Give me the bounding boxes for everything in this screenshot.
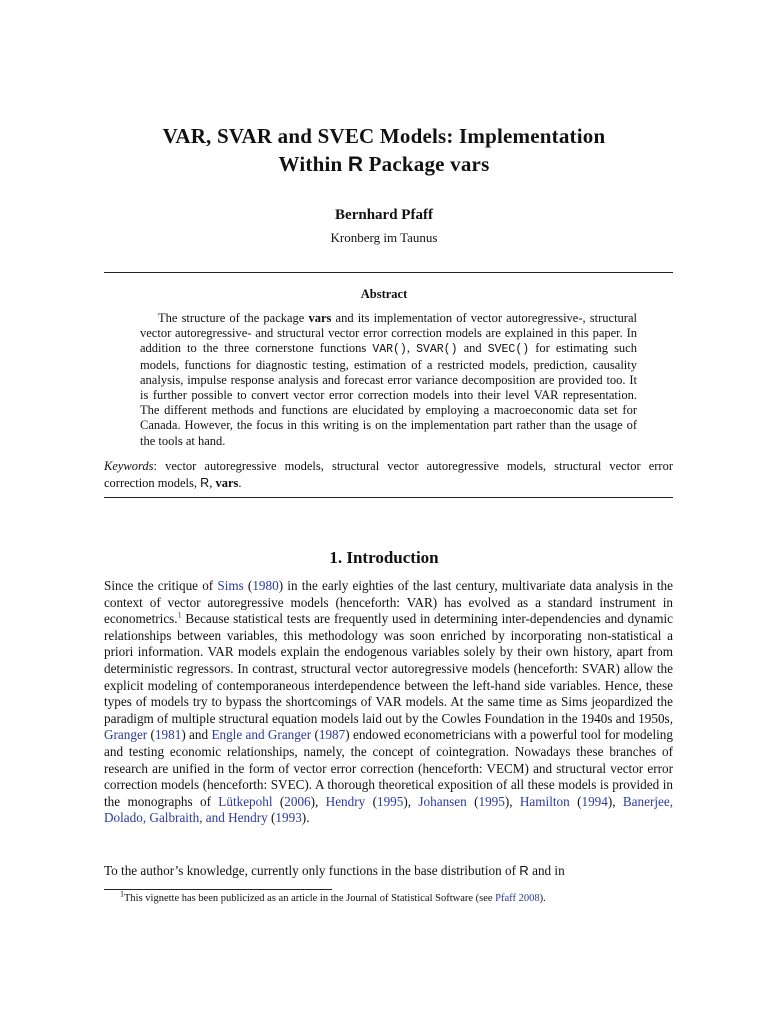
citation-johansen[interactable]: Johansen bbox=[418, 793, 467, 809]
paren: ( bbox=[267, 810, 276, 826]
citation-lutkepohl[interactable]: Lütkepohl bbox=[218, 793, 273, 809]
section-heading-introduction: 1. Introduction bbox=[329, 548, 439, 567]
abstract-run: and its implementation of vector autoregressive-, structural vector autoregressive- and structural vector error correction models are explained in this paper. In addition to the three cornerstone functions bbox=[140, 311, 637, 356]
text-run: and bbox=[185, 727, 212, 743]
text-run: , bbox=[509, 793, 520, 809]
text-run: , bbox=[315, 793, 326, 809]
introduction-paragraph-1 bbox=[104, 578, 673, 827]
keywords-end: . bbox=[238, 475, 242, 490]
paren: ( bbox=[272, 793, 285, 809]
citation-hendry-year[interactable]: 1995 bbox=[376, 793, 404, 809]
citation-sims-year[interactable]: 1980 bbox=[252, 578, 279, 593]
citation-johansen-year[interactable]: 1995 bbox=[478, 793, 505, 809]
text-run: and in bbox=[528, 863, 565, 878]
text-run: , bbox=[407, 793, 419, 809]
footnote-marker-link[interactable]: 1 bbox=[177, 610, 182, 620]
code-var: VAR() bbox=[372, 343, 407, 357]
abstract-text bbox=[140, 311, 637, 449]
paren: ) bbox=[278, 578, 284, 593]
footnote-end: ). bbox=[539, 893, 546, 904]
text-run: Since the critique of bbox=[104, 578, 218, 593]
citation-granger-year[interactable]: 1981 bbox=[154, 727, 182, 743]
abstract-run: The structure of the package bbox=[158, 311, 309, 325]
title-within: Within bbox=[278, 152, 343, 176]
citation-lutkepohl-year[interactable]: 2006 bbox=[284, 793, 311, 809]
title-r-language: R bbox=[347, 153, 364, 176]
abstract-run: , bbox=[406, 341, 417, 356]
title-line-1: VAR, SVAR and SVEC Models: Implementation bbox=[162, 124, 606, 148]
bottom-rule bbox=[104, 497, 673, 498]
paren: ( bbox=[147, 727, 155, 743]
abstract-heading: Abstract bbox=[360, 287, 408, 301]
abstract-run: and bbox=[457, 341, 488, 356]
citation-banerjee-year[interactable]: 1993 bbox=[275, 810, 302, 826]
text-run: Because statistical tests are frequently used in determining inter-dependencies and dynamic relationships between variables, this methodology was soon enriched by incorporating non-statistical a priori information. VAR models explain the endogenous variables solely by their own history, apart from deterministic regressors. In contrast, structural vector autoregressive models (henceforth: SVAR) allow the explicit modeling of contemporaneous interdependence between the left-hand side variables. Hence, these types of models try to bypass the shortcomings of VAR models. At the same time as Sims jeopardized the paradigm of multiple structural equation models laid out by the Cowles Foundation in the 1940s and 1950s, bbox=[104, 611, 673, 726]
footnote-mark: 1 bbox=[120, 889, 124, 899]
citation-sims[interactable]: Sims bbox=[217, 578, 244, 593]
footnote bbox=[104, 889, 673, 906]
citation-hamilton[interactable]: Hamilton bbox=[519, 793, 570, 809]
paren: ( bbox=[569, 793, 582, 809]
keywords-label: Keywords bbox=[104, 459, 154, 473]
paren: ) bbox=[310, 793, 316, 809]
paren: ) bbox=[607, 793, 613, 809]
citation-pfaff-2008[interactable]: Pfaff 2008 bbox=[495, 893, 540, 904]
paren: ) bbox=[403, 793, 408, 809]
title-line-2 bbox=[0, 150, 768, 179]
citation-granger[interactable]: Granger bbox=[104, 727, 148, 743]
paper-title bbox=[0, 122, 768, 179]
paren: ( bbox=[466, 793, 479, 809]
text-run: endowed econometricians with a powerful tool for modeling and testing economic relationships, namely, the concept of cointegration. Nowadays these branches of research are unified in the form of vector error correction (henceforth: VECM) and structural vector error correction models (henceforth: SVEC). A thorough theoretical exposition of all these models is provided in the monographs of bbox=[104, 727, 673, 809]
paren: ( bbox=[243, 578, 253, 593]
r-language: R bbox=[519, 863, 529, 878]
citation-banerjee[interactable]: Banerjee, Dolado, Galbraith, and Hendry bbox=[104, 793, 674, 826]
keywords-text: : vector autoregressive models, structural vector autoregressive models, structural vector error correction models, bbox=[104, 459, 673, 490]
citation-engle-granger-year[interactable]: 1987 bbox=[318, 727, 346, 743]
paren: ( bbox=[365, 793, 377, 809]
top-rule bbox=[104, 272, 673, 273]
text-run: , bbox=[612, 793, 623, 809]
introduction-paragraph-2 bbox=[104, 863, 673, 880]
code-svar: SVAR() bbox=[416, 343, 458, 357]
keywords-r: R bbox=[200, 475, 210, 490]
footnote-rule bbox=[104, 889, 332, 890]
abstract-package-name: vars bbox=[308, 311, 332, 325]
author-affiliation: Kronberg im Taunus bbox=[330, 230, 438, 245]
text-run: To the author’s knowledge, currently only functions in the base distribution of bbox=[104, 863, 520, 878]
paren: ( bbox=[311, 727, 319, 743]
keywords-sep: , bbox=[209, 475, 216, 490]
footnote-text: This vignette has been publicized as an article in the Journal of Statistical Software (see bbox=[124, 893, 496, 904]
citation-hamilton-year[interactable]: 1994 bbox=[581, 793, 608, 809]
title-package: Package vars bbox=[368, 152, 490, 176]
paren: ) bbox=[301, 810, 307, 826]
keywords bbox=[104, 458, 673, 491]
abstract-run: for estimating such models, functions for diagnostic testing, estimation of a restricted models, prediction, causality analysis, impulse response analysis and forecast error variance decomposition are provided too. It is further possible to convert vector error correction models into their level VAR representation. The different methods and functions are elucidated by employing a macroeconomic data set for Canada. However, the focus in this writing is on the implementation part rather than the usage of the tools at hand. bbox=[140, 341, 637, 448]
text-run: in the early eighties of the last century, multivariate data analysis in the context of vector autoregressive models (henceforth: VAR) has evolved as a standard instrument in econometrics. bbox=[104, 578, 674, 627]
text-run: . bbox=[306, 810, 310, 826]
citation-hendry[interactable]: Hendry bbox=[325, 793, 366, 809]
paren: ) bbox=[504, 793, 510, 809]
author-name: Bernhard Pfaff bbox=[335, 207, 433, 223]
paren: ) bbox=[345, 727, 350, 743]
citation-engle-granger[interactable]: Engle and Granger bbox=[211, 727, 312, 743]
paren: ) bbox=[181, 727, 186, 743]
keywords-package: vars bbox=[215, 475, 239, 490]
code-svec: SVEC() bbox=[487, 343, 530, 357]
